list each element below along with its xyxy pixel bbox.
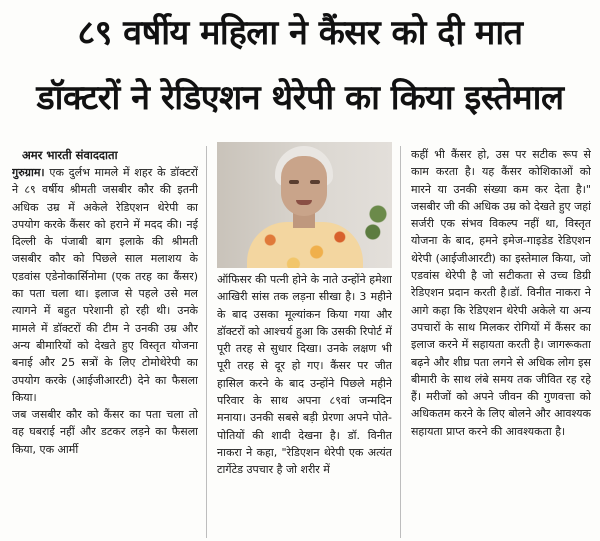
headline-line-1: ८९ वर्षीय महिला ने कैंसर को दी मात	[77, 13, 523, 53]
column-1-text: एक दुर्लभ मामले में शहर के डॉक्टरों ने ८९ वर्षीय श्रीमती जसबीर कौर की इतनी अधिक उम्र में अकेले रेडिएशन थेरेपी का उपयोग करके कैंसर को हराने में मदद की। नई दिल्ली के पंजाबी बाग इलाके की श्रीमती जसबीर कौर को पिछले साल मलाशय के एडवांस एडेनोकार्सिनोमा (एक तरह का कैंसर) का पता चला था। इलाज से पहले उसे मल त्यागने में बहुत परेशानी हो रही थी। उनके मामले में डॉक्टरों की टीम ने उनकी उम्र और अन्य बीमारियों को देखते हुए विस्तृत योजना बनाई और 25 सत्रों के लिए टोमोथेरेपी का उपयोग करके (आईजीआरटी) देने का फैसला किया।	[12, 166, 198, 404]
byline: अमर भारती संवाददाता	[22, 148, 118, 162]
column-3-paragraph-1: कहीं भी कैंसर हो, उस पर सटीक रूप से काम करता है। यह कैंसर कोशिकाओं को मारने या उनकी संख्या कम कर देता है।" जसबीर जी की अधिक उम्र को देखते हुए जहां सर्जरी एक संभव विकल्प नहीं था, विस्तृत योजना के बाद, हमने इमेज-गाइडेड रेडिएशन थेरेपी (आईजीआरटी) का इस्तेमाल किया, जो एडवांस थेरेपी है जो सटीकता से उच्च डिग्री रेडिएशन प्रदान करती है।डॉ. विनीत नाकरा ने आगे कहा कि रेडिएशन थेरेपी अकेले या अन्य उपचारों के साथ मिलकर रोगियों में कैंसर का इलाज करने में सहायता करती है। जागरूकता बढ़ने और शीघ्र पता लगने से अधिक लोग इस बीमारी के साथ लंबे समय तक जीवित रह रहे हैं। मरीजों को अपने जीवन की गुणवत्ता को अधिकतम करने के लिए बोलने और आवश्यक सहायता प्राप्त करने की आवश्यकता है।	[411, 148, 591, 438]
column-divider	[206, 146, 207, 538]
column-1-paragraph-2: जब जसबीर कौर को कैंसर का पता चला तो वह घबराई नहीं और डटकर लड़ने का फैसला किया, एक आर्मी	[12, 408, 198, 456]
article-column-1	[12, 146, 198, 538]
article-column-3	[411, 146, 591, 538]
column-1-paragraph-1	[12, 164, 198, 406]
column-2-paragraph-1: ऑफिसर की पत्नी होने के नाते उन्होंने हमेशा आखिरी सांस तक लड़ना सीखा है। 3 महीने के बाद उसका मूल्यांकन किया गया और डॉक्टरों को आश्चर्य हुआ कि उसकी रिपोर्ट में पूरी तरह से सुधार दिखा। उनके लक्षण भी पूरी तरह से दूर हो गए। कैंसर पर जीत हासिल करने के बाद उन्होंने पिछले महीने परिवार के साथ अपना ८९वां जन्मदिन मनाया। उनकी सबसे बड़ी प्रेरणा अपने पोते-पोतियों की शादी देखना है। डॉ. विनीत नाकरा ने कहा, "रेडिएशन थेरेपी एक अत्यंत टार्गेटेड उपचार है जो शरीर में	[217, 273, 392, 477]
dateline-place: गुरुग्राम।	[12, 166, 45, 179]
headline-line-2: डॉक्टरों ने रेडिएशन थेरेपी का किया इस्तेमाल	[36, 78, 564, 118]
patient-photo	[217, 142, 392, 268]
article-column-2	[217, 271, 392, 538]
column-divider	[400, 146, 401, 538]
